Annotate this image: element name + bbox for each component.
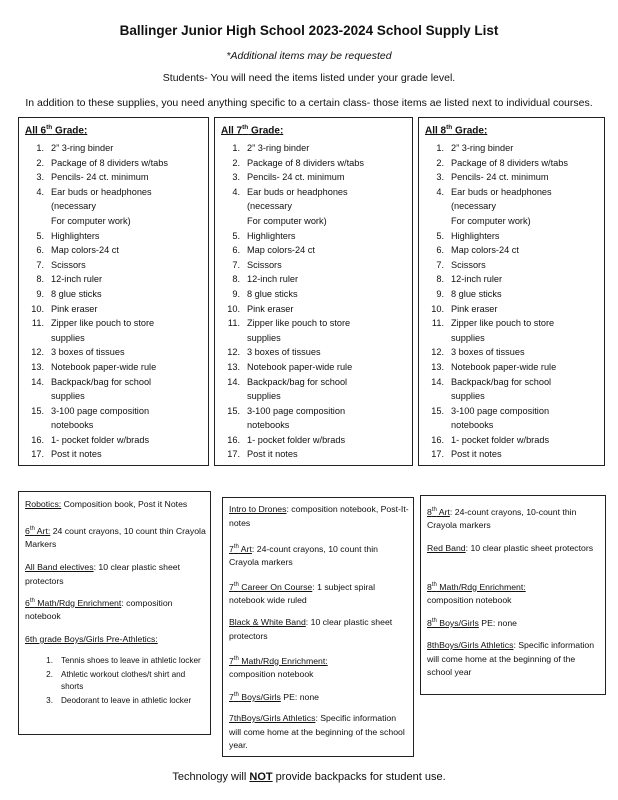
list-item-text: Pencils- 24 ct. minimum [451, 172, 549, 183]
list-item-number: 3. [232, 172, 240, 183]
list-item [221, 141, 408, 156]
list-item [425, 156, 600, 171]
grade-6-supply-box [18, 117, 209, 466]
list-item-number: 15. [227, 405, 240, 416]
list-item-text: Ear buds or headphones (necessary For computer work) [247, 186, 348, 226]
list-item-number: 10. [431, 303, 444, 314]
list-item-number: 2. [46, 670, 53, 679]
list-item-text: 8 glue sticks [451, 288, 502, 299]
list-item-number: 11. [431, 318, 444, 329]
grade-6-athletics-heading: 6th grade Boys/Girls Pre-Athletics: [25, 634, 158, 644]
grade-6-math-entry: 6th Math/Rdg Enrichment: composition notebook [25, 597, 173, 622]
list-item-number: 9. [36, 288, 44, 299]
list-item [25, 170, 204, 185]
list-item-text: Post it notes [451, 449, 502, 460]
grade-7-pe-entry: 7th Boys/Girls PE: none [229, 691, 320, 702]
list-item [221, 258, 408, 273]
list-item-number: 17. [431, 449, 444, 460]
list-item [25, 447, 204, 462]
list-item-number: 2. [36, 157, 44, 168]
list-item-text: Tennis shoes to leave in athletic locker [61, 656, 201, 665]
list-item-text: Notebook paper-wide rule [247, 361, 353, 372]
list-item [221, 156, 408, 171]
grade-8-electives-box [420, 495, 606, 695]
addition-instruction: In addition to these supplies, you need anything specific to a certain class- those items ae listed next to individual courses. [25, 97, 593, 109]
list-item-number: 3. [36, 172, 44, 183]
list-item-text: Map colors-24 ct [247, 245, 315, 256]
grade-6-art-entry: 6th Art: 24 count crayons, 10 count thin Crayola Markers [25, 525, 206, 550]
list-item [221, 185, 408, 229]
list-item [25, 229, 204, 244]
list-item [25, 302, 204, 317]
list-item-text: 1- pocket folder w/brads [51, 434, 150, 445]
list-item-text: 3-100 page composition notebooks [451, 405, 550, 431]
list-item-number: 12. [227, 347, 240, 358]
grade-7-electives-box [222, 497, 414, 757]
list-item-number: 17. [227, 449, 240, 460]
list-item [25, 185, 204, 229]
list-item-text: Map colors-24 ct [451, 245, 519, 256]
grade-8-art-entry: 8th Art: 24-count crayons, 10-count thin Crayola markers [427, 506, 577, 531]
list-item-text: 12-inch ruler [247, 274, 299, 285]
list-item-number: 15. [31, 405, 44, 416]
list-item-text: Pencils- 24 ct. minimum [247, 172, 345, 183]
list-item [25, 655, 206, 667]
list-item-text: Ear buds or headphones (necessary For computer work) [451, 186, 552, 226]
list-item-text: 1- pocket folder w/brads [247, 434, 346, 445]
list-item [221, 243, 408, 258]
list-item [221, 375, 408, 404]
list-item [425, 287, 600, 302]
list-item [25, 156, 204, 171]
list-item-text: Package of 8 dividers w/tabs [247, 157, 364, 168]
grade-6-supply-list [25, 141, 204, 462]
list-item-text: 12-inch ruler [51, 274, 103, 285]
list-item-text: Notebook paper-wide rule [51, 361, 157, 372]
list-item-number: 5. [232, 230, 240, 241]
list-item-text: 3-100 page composition notebooks [247, 405, 346, 431]
list-item-text: Zipper like pouch to store supplies [247, 318, 351, 343]
list-item [25, 360, 204, 375]
list-item-number: 8. [36, 274, 44, 285]
additional-items-note: *Additional items may be requested [226, 50, 392, 62]
career-on-course-entry: 7th Career On Course: 1 subject spiral notebook wide ruled [229, 581, 376, 606]
list-item [425, 170, 600, 185]
robotics-entry: Robotics: Composition book, Post it Notes [25, 499, 188, 509]
list-item-text: 8 glue sticks [51, 288, 102, 299]
list-item-number: 12. [431, 347, 444, 358]
grade-8-supply-box [418, 117, 605, 466]
list-item-text: Athletic workout clothes/t shirt and shorts [61, 670, 186, 691]
list-item [221, 229, 408, 244]
list-item-number: 1. [232, 143, 240, 153]
list-item [425, 447, 600, 462]
list-item [425, 272, 600, 287]
list-item-number: 4. [36, 186, 44, 197]
list-item-number: 17. [31, 449, 44, 460]
list-item-text: 12-inch ruler [451, 274, 503, 285]
list-item-text: 8 glue sticks [247, 288, 298, 299]
list-item-number: 16. [31, 434, 44, 445]
list-item-number: 6. [436, 245, 444, 256]
list-item-text: 2” 3-ring binder [247, 143, 310, 153]
list-item [25, 345, 204, 360]
list-item-number: 7. [36, 259, 44, 270]
list-item-number: 13. [431, 361, 444, 372]
list-item-text: Scissors [451, 259, 486, 270]
list-item [221, 433, 408, 448]
list-item-number: 8. [232, 274, 240, 285]
list-item-text: Deodorant to leave in athletic locker [61, 696, 192, 705]
list-item [425, 375, 600, 404]
list-item-text: Highlighters [451, 230, 500, 241]
grade-8-athletics-entry: 8thBoys/Girls Athletics: Specific information will come home at the beginning of the school year [427, 640, 595, 677]
grade-7-art-entry: 7th Art: 24-count crayons, 10 count thin Crayola markers [229, 543, 378, 568]
list-item [25, 141, 204, 156]
list-item-number: 7. [436, 259, 444, 270]
grade-8-heading: All 8th Grade: [425, 124, 488, 137]
list-item [221, 170, 408, 185]
list-item-text: Ear buds or headphones (necessary For computer work) [51, 186, 152, 226]
list-item-number: 13. [31, 361, 44, 372]
list-item-number: 5. [436, 230, 444, 241]
list-item-number: 10. [31, 303, 44, 314]
list-item-text: 1- pocket folder w/brads [451, 434, 550, 445]
list-item-number: 3. [436, 172, 444, 183]
list-item-text: Package of 8 dividers w/tabs [51, 157, 168, 168]
page-title: Ballinger Junior High School 2023-2024 School Supply List [119, 23, 499, 38]
grade-7-athletics-entry: 7thBoys/Girls Athletics: Specific information will come home at the beginning of the school year. [229, 713, 405, 750]
list-item [425, 404, 600, 433]
list-item [221, 287, 408, 302]
list-item [25, 316, 204, 345]
list-item-number: 16. [431, 434, 444, 445]
footer-note: Technology will NOT provide backpacks for student use. [172, 771, 446, 783]
grade-7-math-entry: 7th Math/Rdg Enrichment: composition notebook [229, 655, 328, 680]
list-item [25, 272, 204, 287]
list-item-number: 6. [36, 245, 44, 256]
list-item-text: Zipper like pouch to store supplies [451, 318, 555, 343]
list-item-number: 13. [227, 361, 240, 372]
list-item [425, 229, 600, 244]
list-item-text: Highlighters [51, 230, 100, 241]
list-item-text: 3 boxes of tissues [51, 347, 125, 358]
list-item [221, 345, 408, 360]
list-item [425, 302, 600, 317]
list-item-number: 12. [31, 347, 44, 358]
grade-6-electives-box [18, 491, 211, 735]
list-item [25, 669, 206, 693]
list-item-text: 3 boxes of tissues [451, 347, 525, 358]
list-item [221, 447, 408, 462]
list-item [221, 272, 408, 287]
list-item [25, 258, 204, 273]
red-band-entry: Red Band: 10 clear plastic sheet protectors [427, 543, 594, 553]
list-item-text: Zipper like pouch to store supplies [51, 318, 155, 343]
list-item-number: 16. [227, 434, 240, 445]
list-item-text: Notebook paper-wide rule [451, 361, 557, 372]
list-item [425, 185, 600, 229]
list-item-number: 9. [436, 288, 444, 299]
black-white-band-entry: Black & White Band: 10 clear plastic sheet protectors [229, 617, 393, 641]
list-item-number: 8. [436, 274, 444, 285]
list-item-text: Scissors [51, 259, 86, 270]
grade-6-athletics-list [25, 655, 206, 709]
list-item [221, 360, 408, 375]
grade-8-pe-entry: 8th Boys/Girls PE: none [427, 617, 518, 628]
list-item-text: Map colors-24 ct [51, 245, 119, 256]
list-item-text: Pink eraser [451, 303, 498, 314]
grade-7-heading: All 7th Grade: [221, 124, 284, 137]
list-item-number: 2. [436, 157, 444, 168]
grade-7-supply-box [214, 117, 413, 466]
list-item-text: Backpack/bag for school supplies [451, 376, 552, 402]
list-item [425, 316, 600, 345]
grade-8-supply-list [425, 141, 600, 462]
list-item-text: 2” 3-ring binder [51, 143, 114, 153]
list-item-number: 6. [232, 245, 240, 256]
list-item-text: Pink eraser [247, 303, 294, 314]
list-item-text: 3-100 page composition notebooks [51, 405, 150, 431]
list-item [425, 360, 600, 375]
list-item-number: 2. [232, 157, 240, 168]
list-item-number: 14. [227, 376, 240, 387]
grade-7-supply-list [221, 141, 408, 462]
list-item [25, 433, 204, 448]
list-item-text: Backpack/bag for school supplies [247, 376, 348, 402]
grade-8-math-entry: 8th Math/Rdg Enrichment: composition notebook [427, 581, 526, 606]
list-item-number: 3. [46, 696, 53, 705]
list-item [25, 243, 204, 258]
list-item [425, 141, 600, 156]
list-item-number: 1. [436, 143, 444, 153]
list-item [25, 404, 204, 433]
list-item-number: 10. [227, 303, 240, 314]
list-item-text: Pencils- 24 ct. minimum [51, 172, 149, 183]
list-item-number: 14. [431, 376, 444, 387]
list-item [425, 243, 600, 258]
list-item [425, 258, 600, 273]
drones-entry: Intro to Drones: composition notebook, Post-It-notes [229, 504, 409, 528]
list-item [221, 404, 408, 433]
list-item-text: Highlighters [247, 230, 296, 241]
list-item-number: 4. [436, 186, 444, 197]
list-item [25, 287, 204, 302]
list-item-number: 5. [36, 230, 44, 241]
list-item-text: Pink eraser [51, 303, 98, 314]
list-item-number: 4. [232, 186, 240, 197]
list-item-text: Scissors [247, 259, 282, 270]
band-electives-entry: All Band electives: 10 clear plastic sheet protectors [25, 562, 181, 586]
list-item [25, 375, 204, 404]
list-item-text: 3 boxes of tissues [247, 347, 321, 358]
list-item-text: Package of 8 dividers w/tabs [451, 157, 568, 168]
list-item [221, 302, 408, 317]
list-item-text: 2” 3-ring binder [451, 143, 514, 153]
list-item-number: 9. [232, 288, 240, 299]
list-item-number: 1. [46, 656, 53, 665]
list-item-number: 7. [232, 259, 240, 270]
list-item [25, 695, 206, 707]
list-item [425, 345, 600, 360]
list-item-number: 11. [227, 318, 240, 329]
list-item [221, 316, 408, 345]
list-item-text: Post it notes [247, 449, 298, 460]
list-item-number: 15. [431, 405, 444, 416]
list-item-number: 11. [31, 318, 44, 329]
grade-6-heading: All 6th Grade: [25, 124, 88, 137]
students-instruction: Students- You will need the items listed under your grade level. [162, 72, 456, 84]
list-item [425, 433, 600, 448]
list-item-text: Post it notes [51, 449, 102, 460]
list-item-text: Backpack/bag for school supplies [51, 376, 152, 402]
list-item-number: 14. [31, 376, 44, 387]
list-item-number: 1. [36, 143, 44, 153]
